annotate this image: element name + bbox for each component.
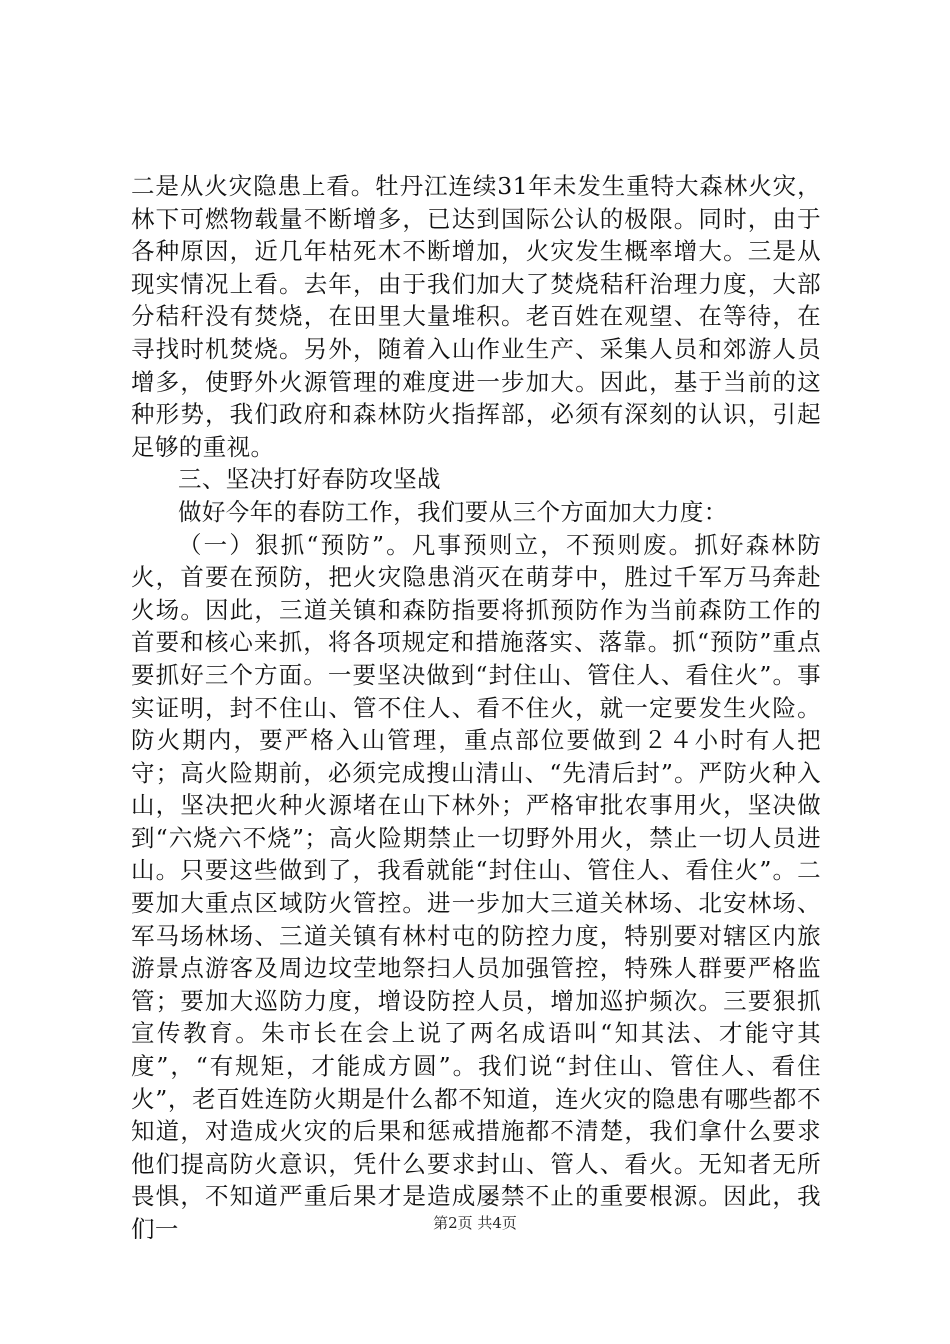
page-number-label: 第2页 共4页: [433, 1214, 517, 1232]
paragraph-fire-hazard: 二是从火灾隐患上看。牡丹江连续31年未发生重特大森林火灾，林下可燃物载量不断增多，已达到国际公认的极限。同时，由于各种原因，近几年枯死木不断增加，火灾发生概率增大。三是从现实情况上看。去年，由于我们加大了焚烧秸秆治理力度，大部分秸秆没有焚烧，在田里大量堆积。老百姓在观望、在等待，在寻找时机焚烧。另外，随着入山作业生产、采集人员和郊游人员增多，使野外火源管理的难度进一步加大。因此，基于当前的这种形势，我们政府和森林防火指挥部，必须有深刻的认识，引起足够的重视。: [131, 172, 821, 461]
section-heading-spring-prevention: 三、坚决打好春防攻坚战: [178, 465, 441, 494]
body-text: [131, 170, 821, 1246]
paragraph-prevention: （一）狠抓“预防”。凡事预则立，不预则废。抓好森林防火，首要在预防，把火灾隐患消灭在萌芽中，胜过千军万马奔赴火场。因此，三道关镇和森防指要将抓预防作为当前森防工作的首要和核心来抓，将各项规定和措施落实、落靠。抓“预防”重点要抓好三个方面。一要坚决做到“封住山、管住人、看住火”。事实证明，封不住山、管不住人、看不住火，就一定要发生火险。防火期内，要严格入山管理，重点部位要做到２４小时有人把守；高火险期前，必须完成搜山清山、“先清后封”。严防火种入山，坚决把火种火源堵在山下林外；严格审批农事用火，坚决做到“六烧六不烧”；高火险期禁止一切野外用火，禁止一切人员进山。只要这些做到了，我看就能“封住山、管住人、看住火”。二要加大重点区域防火管控。进一步加大三道关林场、北安林场、军马场林场、三道关镇有林村屯的防控力度，特别要对辖区内旅游景点游客及周边坟茔地祭扫人员加强管控，特殊人群要严格监管；要加大巡防力度，增设防控人员，增加巡护频次。三要狠抓宣传教育。朱市长在会上说了两名成语叫“知其法、才能守其度”，“有规矩，才能成方圆”。我们说“封住山、管住人、看住火”，老百姓连防火期是什么都不知道，连火灾的隐患有哪些都不知道，对造成火灾的后果和惩戒措施都不清楚，我们拿什么要求他们提高防火意识，凭什么要求封山、管人、看火。无知者无所畏惧，不知道严重后果才是造成屡禁不止的重要根源。因此，我们一: [131, 530, 821, 1243]
paragraph-three-aspects: 做好今年的春防工作，我们要从三个方面加大力度：: [178, 497, 728, 526]
page-footer: [0, 1213, 950, 1233]
